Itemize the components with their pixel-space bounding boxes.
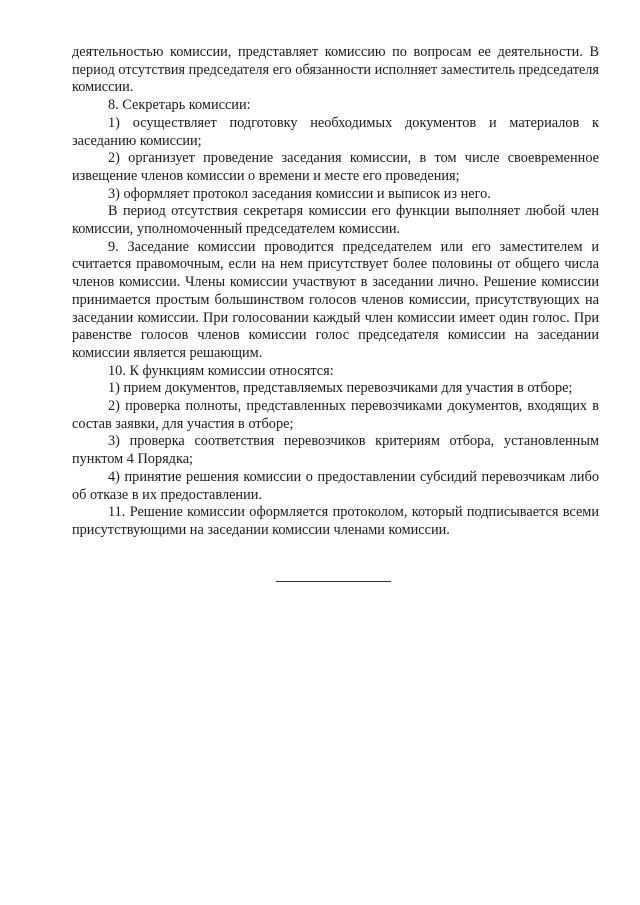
paragraph-chair-duties-end: деятельностью комиссии, представляет комиссию по вопросам ее деятельности. В период отсутствия председателя его обязанности исполняет заместитель председателя комиссии. xyxy=(72,44,599,96)
paragraph-decision-protocol: 11. Решение комиссии оформляется протоколом, который подписывается всеми присутствующими на заседании комиссии членами комиссии. xyxy=(72,504,599,538)
paragraph-secretary-item-2: 2) организует проведение заседания комиссии, в том числе своевременное извещение членов комиссии о времени и месте его проведения; xyxy=(72,150,599,184)
document-body xyxy=(72,44,599,540)
paragraph-secretary-item-1: 1) осуществляет подготовку необходимых документов и материалов к заседанию комиссии; xyxy=(72,114,599,149)
paragraph-meeting-rules: 9. Заседание комиссии проводится председателем или его заместителем и считается правомочным, если на нем присутствует более половины от общего числа членов комиссии. Члены комиссии участвуют в заседании лично. Решение комиссии принимается простым большинством голосов членов комиссии, присутствующих на заседании комиссии. При голосовании каждый член комиссии имеет один голос. При равенстве голосов членов комиссии голос председателя комиссии на заседании комиссии является решающим. xyxy=(72,238,599,361)
paragraph-function-4: 4) принятие решения комиссии о предоставлении субсидий перевозчикам либо об отказе в их предоставлении. xyxy=(72,468,599,503)
paragraph-secretary-absence: В период отсутствия секретаря комиссии его функции выполняет любой член комиссии, уполномоченный председателем комиссии. xyxy=(72,203,599,238)
paragraph-secretary-heading: 8. Секретарь комиссии: xyxy=(108,97,251,114)
end-divider-line xyxy=(276,581,391,582)
paragraph-functions-heading: 10. К функциям комиссии относятся: xyxy=(108,362,334,379)
paragraph-function-1: 1) прием документов, представляемых перевозчиками для участия в отборе; xyxy=(108,380,573,397)
paragraph-function-3: 3) проверка соответствия перевозчиков критериям отбора, установленным пунктом 4 Порядка; xyxy=(72,433,599,468)
paragraph-function-2: 2) проверка полноты, представленных перевозчиками документов, входящих в состав заявки, для участия в отборе; xyxy=(72,398,599,432)
paragraph-secretary-item-3: 3) оформляет протокол заседания комиссии и выписок из него. xyxy=(108,185,491,202)
